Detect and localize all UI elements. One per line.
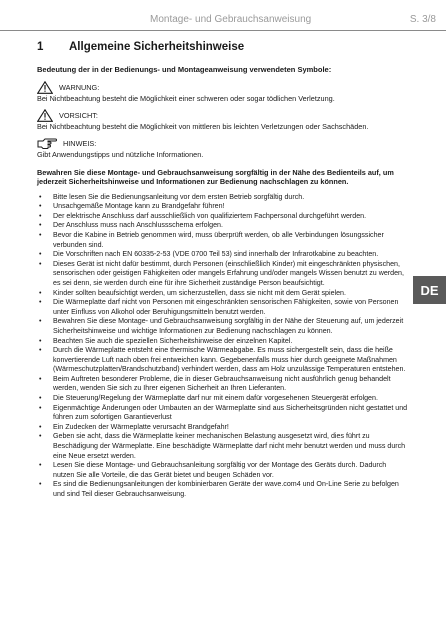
- list-item: • Der elektrische Anschluss darf ausschließlich von qualifiziertem Fachpersonal durchgeführt werden.: [37, 212, 408, 222]
- list-item: • Der Anschluss muss nach Anschlussschema erfolgen.: [37, 221, 408, 231]
- symbol-label: VORSICHT:: [59, 110, 98, 120]
- section-title: [37, 33, 408, 53]
- document-title: Montage- und Gebrauchsanweisung: [150, 14, 312, 25]
- section-title-text: Allgemeine Sicherheitshinweise: [69, 41, 245, 53]
- list-item: • Bewahren Sie diese Montage- und Gebrauchsanweisung sorgfältig in der Nähe der Steuerung auf, um jederzeit Sicherheitshinweise und wichtige Informationen zur Bedienung nachschlagen zu können.: [37, 317, 408, 336]
- important-note: Bewahren Sie diese Montage- und Gebrauchsanweisung sorgfältig in der Nähe des Bedienteils auf, um jederzeit Sicherheitshinweise und Informationen zur Bedienung nachschlagen zu können.: [37, 168, 394, 187]
- safety-list: [37, 193, 408, 500]
- list-item: • Ein Zudecken der Wärmeplatte verursacht Brandgefahr!: [37, 423, 408, 433]
- list-item: • Beim Auftreten besonderer Probleme, die in dieser Gebrauchsanweisung nicht ausführlich genug behandelt werden, wenden Sie sich zu Ihrer eigenen Sicherheit an Ihren Lieferanten.: [37, 375, 408, 394]
- list-item: • Eigenmächtige Änderungen oder Umbauten an der Wärmeplatte sind aus Sicherheitsgründen nicht gestattet und führen zum sofortigen Garantieverlust: [37, 404, 408, 423]
- list-item: • Durch die Wärmeplatte entsteht eine thermische Wärmeabgabe. Es muss sichergestellt sein, dass die heiße konvertierende Luft nach oben frei entweichen kann. Gegebenenfalls muss hier durch geeignete Maßnahmen (Wärmeschutzplatten/Brandschutzband) verhindert werden, dass am Holz unzulässige Temperaturen entstehen.: [37, 346, 408, 375]
- list-item: • Bitte lesen Sie die Bedienungsanleitung vor dem ersten Betrieb sorgfältig durch.: [37, 193, 408, 203]
- warning-triangle-icon: [37, 81, 53, 94]
- symbol-caution: [37, 108, 408, 131]
- page-number: S. 3/8: [409, 14, 436, 25]
- language-tab: DE: [413, 276, 446, 304]
- list-item: • Die Steuerung/Regelung der Wärmeplatte darf nur mit einem dafür vorgesehenen Steuergerät erfolgen.: [37, 394, 408, 404]
- list-item: • Lesen Sie diese Montage- und Gebrauchsanleitung sorgfältig vor der Montage des Geräts durch. Dadurch nutzen Sie alle Vorteile, die das Gerät bietet und beugen Schäden vor.: [37, 461, 408, 480]
- section-number: 1: [37, 41, 44, 53]
- pointing-hand-icon: [37, 138, 57, 149]
- list-item: • Kinder sollten beaufsichtigt werden, um sicherzustellen, dass sie nicht mit dem Gerät spielen.: [37, 289, 408, 299]
- symbol-label: WARNUNG:: [59, 82, 100, 92]
- symbol-description: Bei Nichtbeachtung besteht die Möglichkeit einer schweren oder sogar tödlichen Verletzung.: [37, 94, 335, 103]
- page-content: [37, 33, 408, 500]
- symbol-description: Bei Nichtbeachtung besteht die Möglichkeit von mittleren bis leichten Verletzungen oder Sachschäden.: [37, 122, 369, 131]
- list-item: • Beachten Sie auch die speziellen Sicherheitshinweise der einzelnen Kapitel.: [37, 337, 408, 347]
- list-item: • Die Vorschriften nach EN 60335-2-53 (VDE 0700 Teil 53) sind innerhalb der Infrarotkabine zu beachten.: [37, 250, 408, 260]
- symbols-heading: Bedeutung der in der Bedienungs- und Montageanweisung verwendeten Symbole:: [37, 65, 332, 74]
- symbol-warning: [37, 80, 408, 103]
- list-item: • Unsachgemäße Montage kann zu Brandgefahr führen!: [37, 202, 408, 212]
- symbol-description: Gibt Anwendungstipps und nützliche Informationen.: [37, 150, 204, 159]
- list-item: • Es sind die Bedienungsanleitungen der kombinierbaren Geräte der wave.com4 und On-Line Serie zu befolgen und sind Teil dieser Gebrauchsanweisung.: [37, 480, 408, 499]
- list-item: • Dieses Gerät ist nicht dafür bestimmt, durch Personen (einschließlich Kinder) mit eingeschränkten physischen, sensorischen oder geistigen Fähigkeiten oder mangels Erfahrung und/oder mangels Wissen benutzt zu werden, es sei denn, sie werden durch eine für ihre Sicherheit zuständige Person beaufsichtigt.: [37, 260, 408, 289]
- caution-triangle-icon: [37, 109, 53, 122]
- list-item: • Geben sie acht, dass die Wärmeplatte keiner mechanischen Belastung ausgesetzt wird, dies führt zu Beschädigung der Wärmeplatte. Eine beschädigte Wärmeplatte darf nicht mehr benutzt werden und muss durch eine Neue ersetzt werden.: [37, 432, 408, 461]
- page-header: [0, 0, 446, 31]
- symbol-label: HINWEIS:: [63, 138, 97, 148]
- symbol-hint: [37, 136, 408, 159]
- list-item: • Die Wärmeplatte darf nicht von Personen mit eingeschränkten sensorischen Fähigkeiten, sowie von Personen unter Einfluss von Alkohol oder Beruhigungsmitteln benutzt werden.: [37, 298, 408, 317]
- list-item: • Bevor die Kabine in Betrieb genommen wird, muss überprüft werden, ob alle Verbindungen lösungssicher verbunden sind.: [37, 231, 408, 250]
